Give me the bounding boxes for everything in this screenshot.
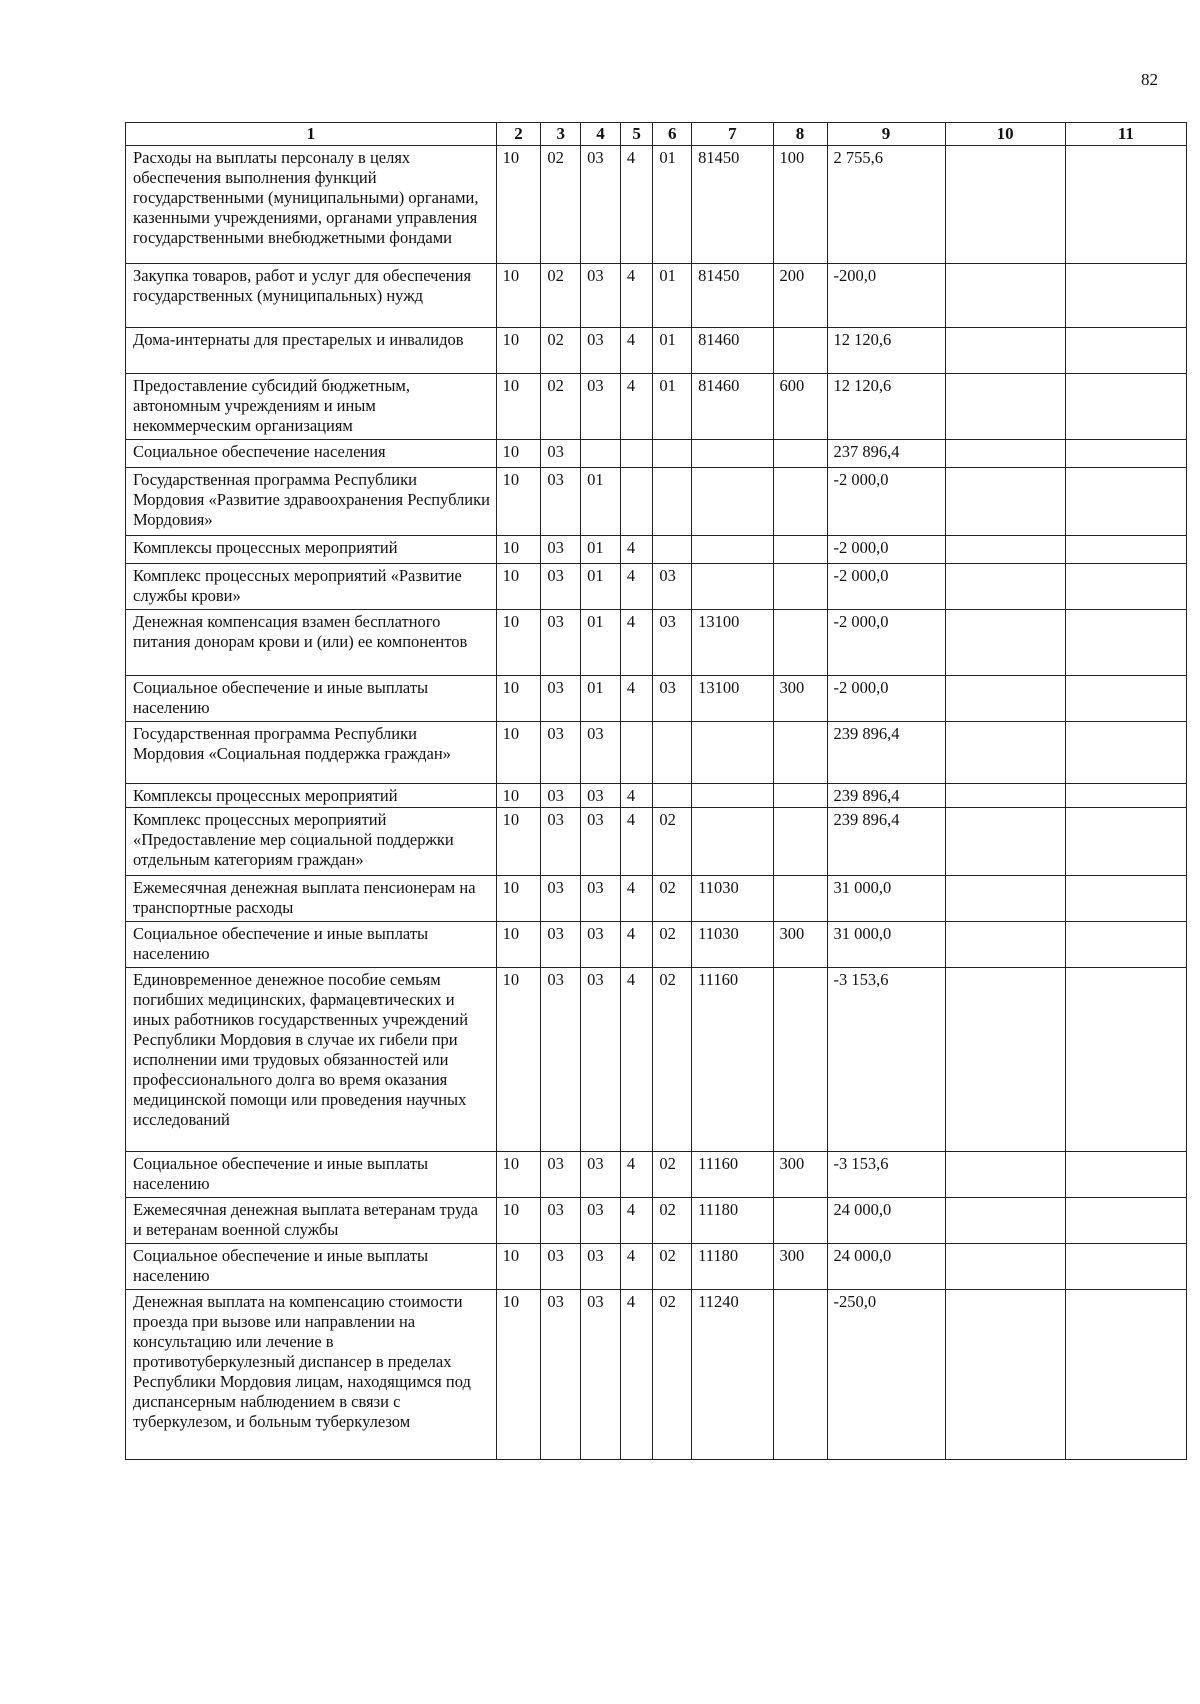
column-2-cell: 10 (496, 876, 541, 922)
column-7-cell: 11180 (692, 1244, 773, 1290)
column-7-cell (692, 536, 773, 564)
column-10-cell (945, 808, 1065, 876)
column-9-cell: -200,0 (827, 264, 945, 328)
column-header-10: 10 (945, 123, 1065, 146)
column-7-cell: 81450 (692, 264, 773, 328)
column-2-cell: 10 (496, 968, 541, 1152)
column-3-cell: 02 (541, 328, 581, 374)
row-name-cell: Закупка товаров, работ и услуг для обеспечения государственных (муниципальных) нужд (126, 264, 497, 328)
column-9-cell: -2 000,0 (827, 610, 945, 676)
column-3-cell: 03 (541, 1152, 581, 1198)
column-4-cell: 03 (581, 264, 621, 328)
column-7-cell: 81460 (692, 328, 773, 374)
table-row (126, 784, 1187, 808)
column-5-cell: 4 (620, 676, 653, 722)
column-11-cell (1065, 968, 1186, 1152)
column-9-cell: 24 000,0 (827, 1198, 945, 1244)
column-11-cell (1065, 468, 1186, 536)
column-2-cell: 10 (496, 808, 541, 876)
column-10-cell (945, 146, 1065, 264)
column-2-cell: 10 (496, 1198, 541, 1244)
column-4-cell: 03 (581, 808, 621, 876)
column-9-cell: -3 153,6 (827, 1152, 945, 1198)
column-5-cell: 4 (620, 610, 653, 676)
column-10-cell (945, 1244, 1065, 1290)
column-11-cell (1065, 722, 1186, 784)
column-6-cell: 03 (653, 564, 692, 610)
column-11-cell (1065, 876, 1186, 922)
column-6-cell: 02 (653, 922, 692, 968)
column-4-cell: 03 (581, 876, 621, 922)
table-header-row (126, 123, 1187, 146)
column-6-cell: 02 (653, 1152, 692, 1198)
column-8-cell (773, 468, 827, 536)
column-11-cell (1065, 328, 1186, 374)
column-6-cell: 02 (653, 876, 692, 922)
column-8-cell (773, 1290, 827, 1460)
table-row (126, 1290, 1187, 1460)
column-3-cell: 03 (541, 468, 581, 536)
column-11-cell (1065, 676, 1186, 722)
column-9-cell: 239 896,4 (827, 808, 945, 876)
column-10-cell (945, 610, 1065, 676)
column-8-cell (773, 536, 827, 564)
column-7-cell: 11180 (692, 1198, 773, 1244)
row-name-cell: Государственная программа Республики Мордовия «Социальная поддержка граждан» (126, 722, 497, 784)
column-8-cell: 200 (773, 264, 827, 328)
column-3-cell: 03 (541, 536, 581, 564)
column-header-5: 5 (620, 123, 653, 146)
column-2-cell: 10 (496, 676, 541, 722)
column-3-cell: 03 (541, 676, 581, 722)
column-header-2: 2 (496, 123, 541, 146)
table-row (126, 440, 1187, 468)
row-name-cell: Денежная компенсация взамен бесплатного питания донорам крови и (или) ее компонентов (126, 610, 497, 676)
column-9-cell: 237 896,4 (827, 440, 945, 468)
column-6-cell: 02 (653, 1198, 692, 1244)
column-10-cell (945, 328, 1065, 374)
column-4-cell: 03 (581, 784, 621, 808)
column-2-cell: 10 (496, 440, 541, 468)
column-header-11: 11 (1065, 123, 1186, 146)
table-row (126, 374, 1187, 440)
row-name-cell: Дома-интернаты для престарелых и инвалидов (126, 328, 497, 374)
column-3-cell: 03 (541, 784, 581, 808)
column-5-cell: 4 (620, 922, 653, 968)
column-9-cell: 12 120,6 (827, 328, 945, 374)
column-5-cell: 4 (620, 1244, 653, 1290)
table-row (126, 1152, 1187, 1198)
column-11-cell (1065, 922, 1186, 968)
column-11-cell (1065, 808, 1186, 876)
column-8-cell (773, 808, 827, 876)
page-number: 82 (1141, 70, 1158, 89)
column-4-cell: 03 (581, 328, 621, 374)
column-9-cell: -2 000,0 (827, 536, 945, 564)
column-10-cell (945, 468, 1065, 536)
column-3-cell: 03 (541, 722, 581, 784)
column-11-cell (1065, 610, 1186, 676)
column-4-cell (581, 440, 621, 468)
row-name-cell: Комплекс процессных мероприятий «Развитие службы крови» (126, 564, 497, 610)
column-11-cell (1065, 146, 1186, 264)
column-2-cell: 10 (496, 1152, 541, 1198)
column-5-cell: 4 (620, 968, 653, 1152)
column-3-cell: 03 (541, 564, 581, 610)
column-4-cell: 01 (581, 610, 621, 676)
table-row (126, 722, 1187, 784)
column-5-cell: 4 (620, 784, 653, 808)
row-name-cell: Комплексы процессных мероприятий (126, 784, 497, 808)
column-header-3: 3 (541, 123, 581, 146)
column-2-cell: 10 (496, 610, 541, 676)
column-8-cell (773, 722, 827, 784)
row-name-cell: Социальное обеспечение и иные выплаты населению (126, 1152, 497, 1198)
column-4-cell: 01 (581, 564, 621, 610)
column-6-cell: 01 (653, 328, 692, 374)
column-3-cell: 03 (541, 968, 581, 1152)
column-7-cell: 11030 (692, 876, 773, 922)
column-7-cell (692, 722, 773, 784)
budget-table (125, 122, 1187, 1460)
column-9-cell: 24 000,0 (827, 1244, 945, 1290)
column-4-cell: 03 (581, 1198, 621, 1244)
table-row (126, 564, 1187, 610)
column-8-cell (773, 440, 827, 468)
table-row (126, 808, 1187, 876)
table-row (126, 876, 1187, 922)
column-11-cell (1065, 264, 1186, 328)
column-2-cell: 10 (496, 536, 541, 564)
column-10-cell (945, 784, 1065, 808)
column-4-cell: 03 (581, 374, 621, 440)
column-2-cell: 10 (496, 374, 541, 440)
column-header-9: 9 (827, 123, 945, 146)
column-2-cell: 10 (496, 328, 541, 374)
column-7-cell: 11160 (692, 968, 773, 1152)
column-11-cell (1065, 374, 1186, 440)
column-4-cell: 03 (581, 722, 621, 784)
table-row (126, 536, 1187, 564)
column-10-cell (945, 536, 1065, 564)
column-5-cell: 4 (620, 328, 653, 374)
column-9-cell: 31 000,0 (827, 876, 945, 922)
column-10-cell (945, 876, 1065, 922)
column-2-cell: 10 (496, 784, 541, 808)
column-header-7: 7 (692, 123, 773, 146)
table-row (126, 968, 1187, 1152)
column-10-cell (945, 564, 1065, 610)
column-6-cell: 01 (653, 264, 692, 328)
column-11-cell (1065, 1198, 1186, 1244)
column-8-cell: 600 (773, 374, 827, 440)
row-name-cell: Предоставление субсидий бюджетным, автономным учреждениям и иным некоммерческим организациям (126, 374, 497, 440)
table-row (126, 922, 1187, 968)
row-name-cell: Социальное обеспечение и иные выплаты населению (126, 1244, 497, 1290)
column-3-cell: 02 (541, 374, 581, 440)
column-2-cell: 10 (496, 922, 541, 968)
column-2-cell: 10 (496, 1290, 541, 1460)
column-6-cell (653, 440, 692, 468)
column-8-cell: 300 (773, 922, 827, 968)
column-8-cell: 300 (773, 676, 827, 722)
column-6-cell: 02 (653, 1244, 692, 1290)
column-10-cell (945, 374, 1065, 440)
column-4-cell: 03 (581, 1152, 621, 1198)
column-11-cell (1065, 440, 1186, 468)
column-7-cell: 11160 (692, 1152, 773, 1198)
column-5-cell: 4 (620, 876, 653, 922)
table-row (126, 468, 1187, 536)
column-6-cell: 02 (653, 1290, 692, 1460)
column-9-cell: -2 000,0 (827, 564, 945, 610)
column-8-cell (773, 784, 827, 808)
column-8-cell (773, 610, 827, 676)
column-3-cell: 03 (541, 1290, 581, 1460)
row-name-cell: Социальное обеспечение и иные выплаты населению (126, 676, 497, 722)
row-name-cell: Ежемесячная денежная выплата ветеранам труда и ветеранам военной службы (126, 1198, 497, 1244)
row-name-cell: Государственная программа Республики Мордовия «Развитие здравоохранения Республики Мордовия» (126, 468, 497, 536)
column-8-cell: 300 (773, 1152, 827, 1198)
column-7-cell (692, 808, 773, 876)
column-9-cell: -2 000,0 (827, 676, 945, 722)
column-7-cell: 13100 (692, 610, 773, 676)
column-2-cell: 10 (496, 468, 541, 536)
row-name-cell: Комплекс процессных мероприятий «Предоставление мер социальной поддержки отдельным категориям граждан» (126, 808, 497, 876)
column-7-cell: 81460 (692, 374, 773, 440)
column-4-cell: 03 (581, 1244, 621, 1290)
table-row (126, 676, 1187, 722)
column-10-cell (945, 1152, 1065, 1198)
column-6-cell: 02 (653, 968, 692, 1152)
column-7-cell: 81450 (692, 146, 773, 264)
column-3-cell: 03 (541, 876, 581, 922)
column-5-cell: 4 (620, 146, 653, 264)
column-2-cell: 10 (496, 1244, 541, 1290)
column-7-cell (692, 440, 773, 468)
column-8-cell (773, 564, 827, 610)
column-2-cell: 10 (496, 146, 541, 264)
column-4-cell: 03 (581, 1290, 621, 1460)
column-10-cell (945, 440, 1065, 468)
column-8-cell (773, 968, 827, 1152)
column-8-cell: 100 (773, 146, 827, 264)
column-header-1: 1 (126, 123, 497, 146)
column-7-cell (692, 468, 773, 536)
column-11-cell (1065, 536, 1186, 564)
column-10-cell (945, 1198, 1065, 1244)
column-6-cell (653, 536, 692, 564)
column-3-cell: 03 (541, 922, 581, 968)
column-4-cell: 01 (581, 536, 621, 564)
column-9-cell: 2 755,6 (827, 146, 945, 264)
column-4-cell: 01 (581, 468, 621, 536)
column-9-cell: 239 896,4 (827, 784, 945, 808)
column-3-cell: 03 (541, 440, 581, 468)
table-row (126, 146, 1187, 264)
column-header-8: 8 (773, 123, 827, 146)
column-6-cell (653, 468, 692, 536)
row-name-cell: Комплексы процессных мероприятий (126, 536, 497, 564)
column-6-cell: 02 (653, 808, 692, 876)
column-8-cell (773, 1198, 827, 1244)
column-11-cell (1065, 784, 1186, 808)
row-name-cell: Социальное обеспечение населения (126, 440, 497, 468)
column-11-cell (1065, 1244, 1186, 1290)
column-9-cell: -250,0 (827, 1290, 945, 1460)
table-body (126, 146, 1187, 1460)
table-row (126, 1198, 1187, 1244)
column-5-cell: 4 (620, 536, 653, 564)
column-4-cell: 01 (581, 676, 621, 722)
table-row (126, 610, 1187, 676)
column-6-cell (653, 722, 692, 784)
column-6-cell: 03 (653, 610, 692, 676)
column-6-cell (653, 784, 692, 808)
column-11-cell (1065, 1290, 1186, 1460)
column-2-cell: 10 (496, 264, 541, 328)
column-10-cell (945, 1290, 1065, 1460)
table-row (126, 328, 1187, 374)
column-5-cell: 4 (620, 1198, 653, 1244)
column-9-cell: -2 000,0 (827, 468, 945, 536)
column-9-cell: 239 896,4 (827, 722, 945, 784)
column-10-cell (945, 264, 1065, 328)
column-7-cell (692, 564, 773, 610)
column-3-cell: 02 (541, 146, 581, 264)
table-row (126, 1244, 1187, 1290)
column-5-cell: 4 (620, 374, 653, 440)
column-9-cell: -3 153,6 (827, 968, 945, 1152)
column-4-cell: 03 (581, 922, 621, 968)
column-11-cell (1065, 564, 1186, 610)
column-3-cell: 03 (541, 1244, 581, 1290)
column-8-cell: 300 (773, 1244, 827, 1290)
column-4-cell: 03 (581, 968, 621, 1152)
column-5-cell: 4 (620, 564, 653, 610)
column-5-cell (620, 468, 653, 536)
column-9-cell: 31 000,0 (827, 922, 945, 968)
column-7-cell: 13100 (692, 676, 773, 722)
column-10-cell (945, 922, 1065, 968)
column-10-cell (945, 722, 1065, 784)
row-name-cell: Расходы на выплаты персоналу в целях обеспечения выполнения функций государственными (муниципальными) органами, казенными учреждениями, органами управления государственными внебюджетными фондами (126, 146, 497, 264)
column-5-cell (620, 440, 653, 468)
column-9-cell: 12 120,6 (827, 374, 945, 440)
column-3-cell: 03 (541, 808, 581, 876)
column-3-cell: 03 (541, 610, 581, 676)
column-8-cell (773, 876, 827, 922)
column-4-cell: 03 (581, 146, 621, 264)
column-5-cell (620, 722, 653, 784)
column-7-cell: 11240 (692, 1290, 773, 1460)
row-name-cell: Социальное обеспечение и иные выплаты населению (126, 922, 497, 968)
column-6-cell: 03 (653, 676, 692, 722)
column-header-4: 4 (581, 123, 621, 146)
column-3-cell: 03 (541, 1198, 581, 1244)
column-header-6: 6 (653, 123, 692, 146)
row-name-cell: Единовременное денежное пособие семьям погибших медицинских, фармацевтических и иных работников государственных учреждений Республики Мордовия в случае их гибели при исполнении ими трудовых обязанностей или профессионального долга во время оказания медицинской помощи или проведения научных исследований (126, 968, 497, 1152)
column-8-cell (773, 328, 827, 374)
column-7-cell (692, 784, 773, 808)
column-3-cell: 02 (541, 264, 581, 328)
column-6-cell: 01 (653, 146, 692, 264)
column-5-cell: 4 (620, 808, 653, 876)
column-6-cell: 01 (653, 374, 692, 440)
column-2-cell: 10 (496, 722, 541, 784)
column-10-cell (945, 676, 1065, 722)
column-7-cell: 11030 (692, 922, 773, 968)
column-10-cell (945, 968, 1065, 1152)
column-5-cell: 4 (620, 1152, 653, 1198)
row-name-cell: Ежемесячная денежная выплата пенсионерам на транспортные расходы (126, 876, 497, 922)
column-5-cell: 4 (620, 1290, 653, 1460)
column-2-cell: 10 (496, 564, 541, 610)
row-name-cell: Денежная выплата на компенсацию стоимости проезда при вызове или направлении на консультацию или лечение в противотуберкулезный диспансер в пределах Республики Мордовия лицам, находящимся под диспансерным наблюдением в связи с туберкулезом, и больным туберкулезом (126, 1290, 497, 1460)
column-11-cell (1065, 1152, 1186, 1198)
table-row (126, 264, 1187, 328)
column-5-cell: 4 (620, 264, 653, 328)
